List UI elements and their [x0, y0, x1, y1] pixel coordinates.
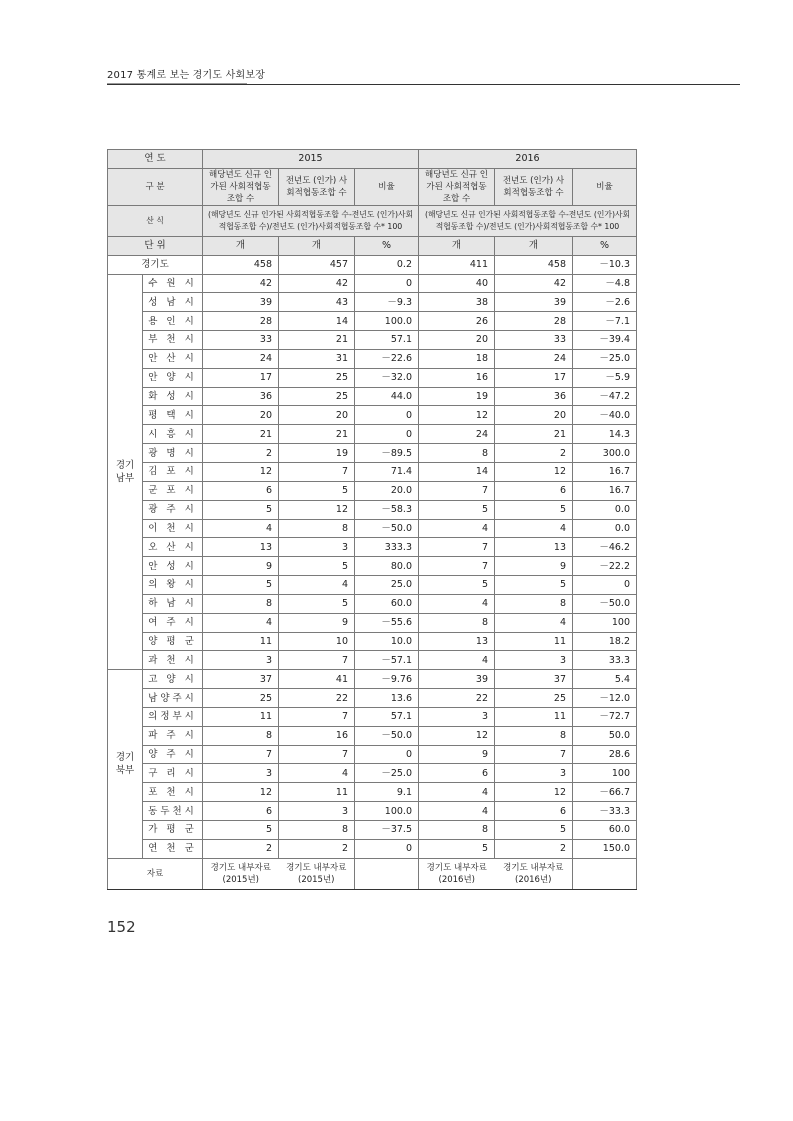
city-name: 구 리 시	[143, 764, 203, 783]
formula-label: 산 식	[108, 205, 203, 236]
table-cell: 6	[203, 802, 279, 821]
table-cell: 11	[203, 707, 279, 726]
table-cell: 42	[203, 274, 279, 293]
table-cell: 24	[495, 349, 573, 368]
table-cell: 11	[495, 632, 573, 651]
table-row	[108, 331, 637, 350]
table-cell: 57.1	[355, 331, 419, 350]
city-name: 양 평 군	[143, 632, 203, 651]
table-cell: 4	[279, 576, 355, 595]
table-cell: 42	[495, 274, 573, 293]
table-cell: 2	[495, 444, 573, 463]
table-cell: 8	[419, 444, 495, 463]
city-name: 이 천 시	[143, 519, 203, 538]
table-cell: 4	[419, 783, 495, 802]
table-cell: 43	[279, 293, 355, 312]
table-cell: 4	[203, 613, 279, 632]
table-row	[108, 519, 637, 538]
table-cell: 39	[419, 670, 495, 689]
city-name: 김 포 시	[143, 462, 203, 481]
col-ratio-2016: 비율	[573, 168, 637, 205]
table-cell: 19	[279, 444, 355, 463]
table-cell: 3	[495, 764, 573, 783]
table-row	[108, 500, 637, 519]
table-cell: 0	[355, 839, 419, 858]
city-name: 부 천 시	[143, 331, 203, 350]
table-cell: 5	[419, 500, 495, 519]
table-cell: 333.3	[355, 538, 419, 557]
city-name: 용 인 시	[143, 312, 203, 331]
table-cell: 20	[419, 331, 495, 350]
table-cell: －12.0	[573, 689, 637, 708]
formula-row	[108, 205, 637, 236]
table-cell: 18	[419, 349, 495, 368]
col-previous-2016: 전년도 (인가) 사회적협동조합 수	[495, 168, 573, 205]
city-name: 여 주 시	[143, 613, 203, 632]
table-cell: 20	[279, 406, 355, 425]
table-cell: 5	[495, 500, 573, 519]
header-rule	[107, 84, 740, 85]
table-row	[108, 726, 637, 745]
table-cell: 16	[279, 726, 355, 745]
city-name: 양 주 시	[143, 745, 203, 764]
table-cell: 6	[495, 481, 573, 500]
table-row	[108, 557, 637, 576]
table-cell: －2.6	[573, 293, 637, 312]
table-row	[108, 312, 637, 331]
table-cell: 100	[573, 613, 637, 632]
table-cell: －25.0	[355, 764, 419, 783]
table-cell: 44.0	[355, 387, 419, 406]
table-cell: 16.7	[573, 462, 637, 481]
table-row	[108, 274, 637, 293]
table-cell: 13	[203, 538, 279, 557]
unit: %	[573, 236, 637, 255]
table-cell: 5.4	[573, 670, 637, 689]
unit-row	[108, 236, 637, 255]
table-row	[108, 406, 637, 425]
table-cell: 20.0	[355, 481, 419, 500]
table-cell: 0	[355, 745, 419, 764]
table-cell: 7	[495, 745, 573, 764]
city-name: 시 흥 시	[143, 425, 203, 444]
table-cell: 6	[203, 481, 279, 500]
table-row	[108, 651, 637, 670]
table-cell: 25	[279, 368, 355, 387]
table-cell: 10.0	[355, 632, 419, 651]
city-name: 성 남 시	[143, 293, 203, 312]
table-cell: 7	[419, 538, 495, 557]
unit: 개	[495, 236, 573, 255]
table-cell: 9	[203, 557, 279, 576]
table-cell: 28.6	[573, 745, 637, 764]
table-cell: 31	[279, 349, 355, 368]
table-cell: 28	[495, 312, 573, 331]
table-cell: 5	[279, 557, 355, 576]
table-cell: 4	[495, 519, 573, 538]
table-cell: 41	[279, 670, 355, 689]
table-row	[108, 689, 637, 708]
table-cell: 5	[203, 821, 279, 840]
city-name: 가 평 군	[143, 821, 203, 840]
table-cell: －89.5	[355, 444, 419, 463]
table-cell: 3	[495, 651, 573, 670]
table-cell: －46.2	[573, 538, 637, 557]
table-cell: 4	[419, 519, 495, 538]
source-label: 자료	[108, 858, 203, 889]
table-cell: 14.3	[573, 425, 637, 444]
table-cell: －39.4	[573, 331, 637, 350]
table-cell: 17	[203, 368, 279, 387]
table-cell: 2	[495, 839, 573, 858]
table-row	[108, 349, 637, 368]
city-name: 연 천 군	[143, 839, 203, 858]
table-cell: 2	[279, 839, 355, 858]
table-cell: 13	[419, 632, 495, 651]
table-cell: －40.0	[573, 406, 637, 425]
table-cell: 0	[355, 274, 419, 293]
table-cell: －57.1	[355, 651, 419, 670]
table-cell: 5	[419, 839, 495, 858]
table-cell: 38	[419, 293, 495, 312]
unit: %	[355, 236, 419, 255]
source-empty	[573, 858, 637, 889]
table-cell: 5	[279, 481, 355, 500]
table-cell: 3	[203, 764, 279, 783]
table-row	[108, 670, 637, 689]
city-name: 남양주시	[143, 689, 203, 708]
table-cell: 80.0	[355, 557, 419, 576]
table-row	[108, 576, 637, 595]
table-cell: 12	[419, 726, 495, 745]
table-cell: 3	[279, 802, 355, 821]
table-row	[108, 764, 637, 783]
table-cell: 36	[203, 387, 279, 406]
year-2016: 2016	[419, 150, 637, 169]
table-cell: 7	[279, 745, 355, 764]
city-name: 평 택 시	[143, 406, 203, 425]
table-row	[108, 839, 637, 858]
table-cell: －9.3	[355, 293, 419, 312]
table-cell: 33	[203, 331, 279, 350]
city-name: 화 성 시	[143, 387, 203, 406]
table-cell: －33.3	[573, 802, 637, 821]
table-cell: 3	[419, 707, 495, 726]
table-cell: －37.5	[355, 821, 419, 840]
city-name: 포 천 시	[143, 783, 203, 802]
table-row	[108, 594, 637, 613]
table-cell: 21	[203, 425, 279, 444]
table-cell: 21	[279, 425, 355, 444]
table-cell: －22.2	[573, 557, 637, 576]
table-cell: 26	[419, 312, 495, 331]
table-cell: －7.1	[573, 312, 637, 331]
table-cell: 21	[495, 425, 573, 444]
table-cell: 50.0	[573, 726, 637, 745]
formula-2015: (해당년도 신규 인가된 사회적협동조합 수-전년도 (인가)사회적협동조합 수)/전년도 (인가)사회적협동조합 수* 100	[203, 205, 419, 236]
city-name: 의 왕 시	[143, 576, 203, 595]
table-cell: 7	[203, 745, 279, 764]
city-name: 고 양 시	[143, 670, 203, 689]
city-name: 안 산 시	[143, 349, 203, 368]
table-cell: 8	[203, 726, 279, 745]
table-cell: 7	[279, 707, 355, 726]
table-cell: 18.2	[573, 632, 637, 651]
table-cell: 8	[203, 594, 279, 613]
table-row	[108, 632, 637, 651]
table-cell: 5	[203, 576, 279, 595]
table-cell: 28	[203, 312, 279, 331]
city-name: 수 원 시	[143, 274, 203, 293]
table-cell: 24	[203, 349, 279, 368]
table-cell: 411	[419, 255, 495, 274]
table-cell: 16	[419, 368, 495, 387]
table-cell: 36	[495, 387, 573, 406]
table-cell: 14	[419, 462, 495, 481]
table-cell: 11	[279, 783, 355, 802]
table-cell: 4	[419, 594, 495, 613]
source-2015: 경기도 내부자료 (2015년)	[279, 858, 355, 889]
table-cell: 458	[495, 255, 573, 274]
table-row	[108, 481, 637, 500]
table-cell: 300.0	[573, 444, 637, 463]
page-number: 152	[107, 918, 136, 936]
table-cell: 12	[203, 783, 279, 802]
table-cell: 40	[419, 274, 495, 293]
table-cell: 14	[279, 312, 355, 331]
table-cell: 9	[495, 557, 573, 576]
table-cell: 24	[419, 425, 495, 444]
table-cell: 22	[279, 689, 355, 708]
table-cell: 20	[495, 406, 573, 425]
table-cell: 17	[495, 368, 573, 387]
table-cell: 10	[279, 632, 355, 651]
table-cell: －50.0	[573, 594, 637, 613]
table-cell: 5	[495, 821, 573, 840]
table-cell: 37	[203, 670, 279, 689]
table-cell: 4	[495, 613, 573, 632]
unit: 개	[203, 236, 279, 255]
table-cell: 13	[495, 538, 573, 557]
region-label: 경기 남부	[108, 274, 143, 670]
table-cell: 7	[279, 462, 355, 481]
table-cell: 7	[279, 651, 355, 670]
table-cell: 0	[573, 576, 637, 595]
table-cell: 150.0	[573, 839, 637, 858]
table-cell: 8	[419, 821, 495, 840]
table-cell: 11	[203, 632, 279, 651]
table-cell: －66.7	[573, 783, 637, 802]
unit-label: 단 위	[108, 236, 203, 255]
table-row	[108, 613, 637, 632]
table-cell: 25	[203, 689, 279, 708]
table-cell: 7	[419, 557, 495, 576]
table-cell: 0.0	[573, 519, 637, 538]
cooperative-statistics-table	[107, 149, 637, 890]
table-cell: 2	[203, 839, 279, 858]
table-cell: 5	[279, 594, 355, 613]
unit: 개	[419, 236, 495, 255]
city-name: 하 남 시	[143, 594, 203, 613]
table-cell: 42	[279, 274, 355, 293]
table-cell: 9.1	[355, 783, 419, 802]
table-cell: 25.0	[355, 576, 419, 595]
table-cell: 0	[355, 425, 419, 444]
city-name: 안 성 시	[143, 557, 203, 576]
table-cell: 4	[279, 764, 355, 783]
table-cell: 100	[573, 764, 637, 783]
table-cell: 3	[279, 538, 355, 557]
city-name: 안 양 시	[143, 368, 203, 387]
table-cell: 100.0	[355, 312, 419, 331]
table-cell: 458	[203, 255, 279, 274]
table-cell: －22.6	[355, 349, 419, 368]
table-cell: 71.4	[355, 462, 419, 481]
running-header: 2017 통계로 보는 경기도 사회보장	[107, 70, 266, 81]
unit: 개	[279, 236, 355, 255]
city-name: 파 주 시	[143, 726, 203, 745]
table-cell: 8	[419, 613, 495, 632]
table-cell: 0.2	[355, 255, 419, 274]
city-name: 동두천시	[143, 802, 203, 821]
table-cell: －72.7	[573, 707, 637, 726]
table-row	[108, 802, 637, 821]
source-2015: 경기도 내부자료 (2015년)	[203, 858, 279, 889]
table-cell: 8	[495, 726, 573, 745]
table-cell: 6	[419, 764, 495, 783]
table-cell: 25	[495, 689, 573, 708]
category-header-row	[108, 168, 637, 205]
table-row	[108, 821, 637, 840]
col-current-2015: 해당년도 신규 인가된 사회적협동조합 수	[203, 168, 279, 205]
table-cell: －50.0	[355, 519, 419, 538]
table-cell: －47.2	[573, 387, 637, 406]
table-cell: 33.3	[573, 651, 637, 670]
table-cell: －5.9	[573, 368, 637, 387]
city-name: 의정부시	[143, 707, 203, 726]
table-cell: 12	[419, 406, 495, 425]
col-previous-2015: 전년도 (인가) 사회적협동조합 수	[279, 168, 355, 205]
formula-2016: (해당년도 신규 인가된 사회적협동조합 수-전년도 (인가)사회적협동조합 수)/전년도 (인가)사회적협동조합 수* 100	[419, 205, 637, 236]
total-row	[108, 255, 637, 274]
table-cell: 4	[203, 519, 279, 538]
table-cell: 5	[419, 576, 495, 595]
table-cell: 4	[419, 651, 495, 670]
table-cell: 4	[419, 802, 495, 821]
table-cell: 9	[419, 745, 495, 764]
table-cell: －10.3	[573, 255, 637, 274]
table-cell: 60.0	[573, 821, 637, 840]
year-2015: 2015	[203, 150, 419, 169]
table-cell: 57.1	[355, 707, 419, 726]
table-cell: 6	[495, 802, 573, 821]
region-label: 경기 북부	[108, 670, 143, 858]
table-cell: 100.0	[355, 802, 419, 821]
table-row	[108, 745, 637, 764]
year-label: 연 도	[108, 150, 203, 169]
table-cell: 9	[279, 613, 355, 632]
table-row	[108, 538, 637, 557]
table-cell: －4.8	[573, 274, 637, 293]
table-cell: 37	[495, 670, 573, 689]
table-cell: 22	[419, 689, 495, 708]
city-name: 오 산 시	[143, 538, 203, 557]
table-cell: 12	[279, 500, 355, 519]
table-row	[108, 368, 637, 387]
table-cell: 8	[495, 594, 573, 613]
col-current-2016: 해당년도 신규 인가된 사회적협동조합 수	[419, 168, 495, 205]
table-cell: 13.6	[355, 689, 419, 708]
city-name: 광 명 시	[143, 444, 203, 463]
table-cell: 21	[279, 331, 355, 350]
table-cell: 12	[495, 783, 573, 802]
table-cell: 457	[279, 255, 355, 274]
table-cell: 7	[419, 481, 495, 500]
table-cell: 5	[495, 576, 573, 595]
table-cell: 60.0	[355, 594, 419, 613]
table-cell: －50.0	[355, 726, 419, 745]
table-cell: 20	[203, 406, 279, 425]
city-name: 광 주 시	[143, 500, 203, 519]
table-row	[108, 293, 637, 312]
table-row	[108, 707, 637, 726]
table-cell: 39	[203, 293, 279, 312]
city-name: 군 포 시	[143, 481, 203, 500]
year-header-row	[108, 150, 637, 169]
table-cell: 33	[495, 331, 573, 350]
city-name: 과 천 시	[143, 651, 203, 670]
table-cell: －32.0	[355, 368, 419, 387]
table-cell: －9.76	[355, 670, 419, 689]
table-cell: 19	[419, 387, 495, 406]
source-empty	[355, 858, 419, 889]
table-row	[108, 444, 637, 463]
table-cell: 3	[203, 651, 279, 670]
table-cell: 12	[203, 462, 279, 481]
table-cell: 25	[279, 387, 355, 406]
table-cell: 2	[203, 444, 279, 463]
table-cell: 16.7	[573, 481, 637, 500]
table-cell: 12	[495, 462, 573, 481]
table-cell: －25.0	[573, 349, 637, 368]
table-row	[108, 462, 637, 481]
table-cell: －55.6	[355, 613, 419, 632]
table-cell: 11	[495, 707, 573, 726]
table-cell: 0.0	[573, 500, 637, 519]
table-row	[108, 425, 637, 444]
source-2016: 경기도 내부자료 (2016년)	[495, 858, 573, 889]
category-label: 구 분	[108, 168, 203, 205]
table-row	[108, 387, 637, 406]
table-cell: 39	[495, 293, 573, 312]
table-cell: 5	[203, 500, 279, 519]
table-cell: 8	[279, 519, 355, 538]
source-2016: 경기도 내부자료 (2016년)	[419, 858, 495, 889]
table-cell: －58.3	[355, 500, 419, 519]
col-ratio-2015: 비율	[355, 168, 419, 205]
table-cell: 8	[279, 821, 355, 840]
source-row	[108, 858, 637, 889]
table-cell: 0	[355, 406, 419, 425]
table-row	[108, 783, 637, 802]
row-name: 경기도	[108, 255, 203, 274]
